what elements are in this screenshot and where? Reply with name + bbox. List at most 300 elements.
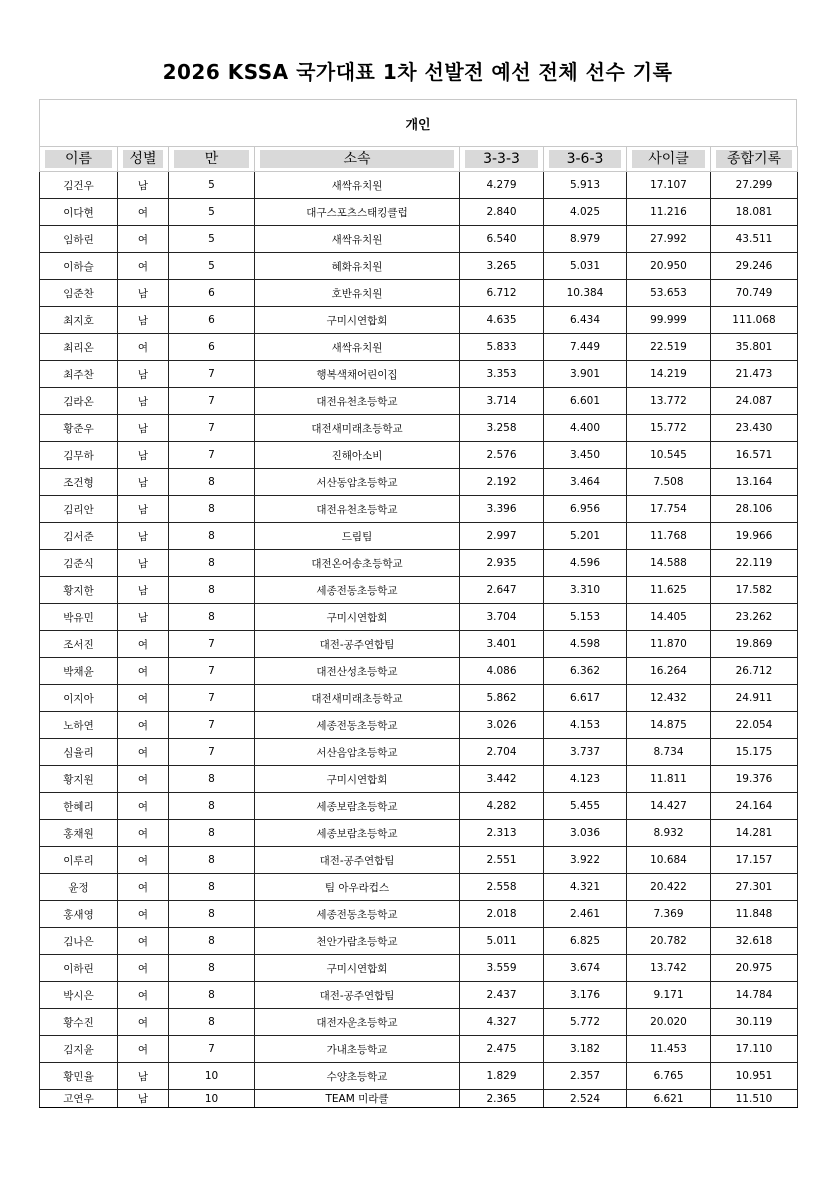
athlete-name-cell: 김무하 bbox=[40, 442, 118, 469]
club-cell: 대전유천초등학교 bbox=[255, 496, 460, 523]
club-cell: 구미시연합회 bbox=[255, 955, 460, 982]
club-cell: 가내초등학교 bbox=[255, 1036, 460, 1063]
club-cell: 대전-공주연합팀 bbox=[255, 631, 460, 658]
time-363-cell: 5.913 bbox=[544, 172, 627, 199]
club-cell: 새싹유치원 bbox=[255, 226, 460, 253]
table-row bbox=[40, 766, 798, 793]
athlete-name-cell: 박유민 bbox=[40, 604, 118, 631]
time-333-cell: 5.011 bbox=[460, 928, 544, 955]
club-cell: 대전새미래초등학교 bbox=[255, 415, 460, 442]
time-363-cell: 8.979 bbox=[544, 226, 627, 253]
time-cycle-cell: 6.765 bbox=[627, 1063, 711, 1090]
time-333-cell: 3.396 bbox=[460, 496, 544, 523]
time-cycle-cell: 11.625 bbox=[627, 577, 711, 604]
athlete-name-cell: 홍새영 bbox=[40, 901, 118, 928]
time-333-cell: 3.258 bbox=[460, 415, 544, 442]
time-cycle-cell: 22.519 bbox=[627, 334, 711, 361]
time-363-cell: 3.310 bbox=[544, 577, 627, 604]
age-cell: 8 bbox=[169, 793, 255, 820]
gender-cell: 남 bbox=[118, 172, 169, 199]
club-cell: 진해아소비 bbox=[255, 442, 460, 469]
time-363-cell: 3.674 bbox=[544, 955, 627, 982]
club-cell: 대전온어송초등학교 bbox=[255, 550, 460, 577]
time-cycle-cell: 11.811 bbox=[627, 766, 711, 793]
table-row bbox=[40, 253, 798, 280]
time-total-cell: 27.299 bbox=[711, 172, 798, 199]
time-total-cell: 24.087 bbox=[711, 388, 798, 415]
athlete-name-cell: 황준우 bbox=[40, 415, 118, 442]
time-total-cell: 28.106 bbox=[711, 496, 798, 523]
club-cell: 행복색채어린이집 bbox=[255, 361, 460, 388]
club-cell: 팀 아우라컵스 bbox=[255, 874, 460, 901]
age-cell: 5 bbox=[169, 199, 255, 226]
column-header-333 bbox=[460, 147, 544, 172]
time-363-cell: 6.601 bbox=[544, 388, 627, 415]
header-row bbox=[40, 147, 798, 172]
time-363-cell: 6.617 bbox=[544, 685, 627, 712]
age-cell: 8 bbox=[169, 523, 255, 550]
athlete-name-cell: 심율리 bbox=[40, 739, 118, 766]
time-333-cell: 3.714 bbox=[460, 388, 544, 415]
column-header-363 bbox=[544, 147, 627, 172]
age-cell: 10 bbox=[169, 1090, 255, 1108]
age-cell: 8 bbox=[169, 496, 255, 523]
time-333-cell: 2.558 bbox=[460, 874, 544, 901]
time-363-cell: 4.598 bbox=[544, 631, 627, 658]
age-cell: 7 bbox=[169, 388, 255, 415]
time-363-cell: 5.153 bbox=[544, 604, 627, 631]
time-cycle-cell: 11.216 bbox=[627, 199, 711, 226]
gender-cell: 남 bbox=[118, 388, 169, 415]
athlete-name-cell: 김건우 bbox=[40, 172, 118, 199]
gender-cell: 남 bbox=[118, 415, 169, 442]
time-total-cell: 19.869 bbox=[711, 631, 798, 658]
athlete-name-cell: 임준찬 bbox=[40, 280, 118, 307]
time-total-cell: 70.749 bbox=[711, 280, 798, 307]
gender-cell: 남 bbox=[118, 280, 169, 307]
gender-cell: 여 bbox=[118, 1036, 169, 1063]
club-cell: 호반유치원 bbox=[255, 280, 460, 307]
athlete-name-cell: 이다현 bbox=[40, 199, 118, 226]
age-cell: 5 bbox=[169, 253, 255, 280]
gender-cell: 여 bbox=[118, 874, 169, 901]
time-total-cell: 24.911 bbox=[711, 685, 798, 712]
gender-cell: 여 bbox=[118, 334, 169, 361]
time-363-cell: 4.153 bbox=[544, 712, 627, 739]
time-363-cell: 5.201 bbox=[544, 523, 627, 550]
time-333-cell: 2.192 bbox=[460, 469, 544, 496]
gender-cell: 남 bbox=[118, 469, 169, 496]
age-cell: 7 bbox=[169, 712, 255, 739]
athlete-name-cell: 최지호 bbox=[40, 307, 118, 334]
time-cycle-cell: 14.427 bbox=[627, 793, 711, 820]
table-row bbox=[40, 631, 798, 658]
time-363-cell: 5.772 bbox=[544, 1009, 627, 1036]
athlete-name-cell: 고연우 bbox=[40, 1090, 118, 1108]
age-cell: 5 bbox=[169, 226, 255, 253]
time-333-cell: 3.704 bbox=[460, 604, 544, 631]
table-row bbox=[40, 1063, 798, 1090]
age-cell: 10 bbox=[169, 1063, 255, 1090]
table-row bbox=[40, 820, 798, 847]
age-cell: 8 bbox=[169, 1009, 255, 1036]
time-total-cell: 13.164 bbox=[711, 469, 798, 496]
time-333-cell: 4.282 bbox=[460, 793, 544, 820]
table-row bbox=[40, 388, 798, 415]
table-row bbox=[40, 1036, 798, 1063]
time-total-cell: 29.246 bbox=[711, 253, 798, 280]
gender-cell: 남 bbox=[118, 496, 169, 523]
time-363-cell: 6.362 bbox=[544, 658, 627, 685]
time-cycle-cell: 14.588 bbox=[627, 550, 711, 577]
age-cell: 6 bbox=[169, 334, 255, 361]
gender-cell: 여 bbox=[118, 766, 169, 793]
time-cycle-cell: 8.734 bbox=[627, 739, 711, 766]
time-363-cell: 2.357 bbox=[544, 1063, 627, 1090]
table-row bbox=[40, 712, 798, 739]
athlete-name-cell: 노하연 bbox=[40, 712, 118, 739]
athlete-name-cell: 이루리 bbox=[40, 847, 118, 874]
club-cell: 대전새미래초등학교 bbox=[255, 685, 460, 712]
column-header-363-label: 3-6-3 bbox=[549, 150, 621, 168]
time-363-cell: 6.825 bbox=[544, 928, 627, 955]
column-header-gender bbox=[118, 147, 169, 172]
table-row bbox=[40, 928, 798, 955]
age-cell: 8 bbox=[169, 982, 255, 1009]
time-363-cell: 5.455 bbox=[544, 793, 627, 820]
gender-cell: 남 bbox=[118, 577, 169, 604]
time-cycle-cell: 7.508 bbox=[627, 469, 711, 496]
athlete-name-cell: 김나은 bbox=[40, 928, 118, 955]
age-cell: 7 bbox=[169, 739, 255, 766]
club-cell: 서산음암초등학교 bbox=[255, 739, 460, 766]
time-363-cell: 2.461 bbox=[544, 901, 627, 928]
athlete-name-cell: 최주찬 bbox=[40, 361, 118, 388]
age-cell: 7 bbox=[169, 1036, 255, 1063]
time-total-cell: 16.571 bbox=[711, 442, 798, 469]
time-333-cell: 4.086 bbox=[460, 658, 544, 685]
gender-cell: 남 bbox=[118, 442, 169, 469]
time-363-cell: 10.384 bbox=[544, 280, 627, 307]
time-363-cell: 6.956 bbox=[544, 496, 627, 523]
athlete-name-cell: 박채윤 bbox=[40, 658, 118, 685]
age-cell: 7 bbox=[169, 415, 255, 442]
athlete-name-cell: 김서준 bbox=[40, 523, 118, 550]
club-cell: 수양초등학교 bbox=[255, 1063, 460, 1090]
time-cycle-cell: 13.772 bbox=[627, 388, 711, 415]
athlete-name-cell: 황민율 bbox=[40, 1063, 118, 1090]
column-header-gender-label: 성별 bbox=[123, 150, 163, 168]
athlete-name-cell: 김라온 bbox=[40, 388, 118, 415]
time-cycle-cell: 12.432 bbox=[627, 685, 711, 712]
records-table bbox=[39, 146, 798, 1108]
athlete-name-cell: 김리안 bbox=[40, 496, 118, 523]
age-cell: 8 bbox=[169, 577, 255, 604]
time-363-cell: 5.031 bbox=[544, 253, 627, 280]
age-cell: 7 bbox=[169, 685, 255, 712]
gender-cell: 여 bbox=[118, 928, 169, 955]
athlete-name-cell: 이하슬 bbox=[40, 253, 118, 280]
age-cell: 8 bbox=[169, 820, 255, 847]
club-cell: 세종전동초등학교 bbox=[255, 901, 460, 928]
athlete-name-cell: 황지한 bbox=[40, 577, 118, 604]
time-total-cell: 11.848 bbox=[711, 901, 798, 928]
age-cell: 7 bbox=[169, 658, 255, 685]
time-total-cell: 10.951 bbox=[711, 1063, 798, 1090]
athlete-name-cell: 박시은 bbox=[40, 982, 118, 1009]
time-333-cell: 3.401 bbox=[460, 631, 544, 658]
time-363-cell: 3.450 bbox=[544, 442, 627, 469]
club-cell: 구미시연합회 bbox=[255, 604, 460, 631]
time-363-cell: 6.434 bbox=[544, 307, 627, 334]
time-363-cell: 3.036 bbox=[544, 820, 627, 847]
column-header-age bbox=[169, 147, 255, 172]
column-header-cycle bbox=[627, 147, 711, 172]
time-total-cell: 19.376 bbox=[711, 766, 798, 793]
athlete-name-cell: 윤정 bbox=[40, 874, 118, 901]
time-total-cell: 30.119 bbox=[711, 1009, 798, 1036]
age-cell: 8 bbox=[169, 955, 255, 982]
time-333-cell: 3.559 bbox=[460, 955, 544, 982]
time-363-cell: 4.025 bbox=[544, 199, 627, 226]
age-cell: 7 bbox=[169, 631, 255, 658]
time-333-cell: 2.313 bbox=[460, 820, 544, 847]
time-total-cell: 26.712 bbox=[711, 658, 798, 685]
club-cell: 세종전동초등학교 bbox=[255, 712, 460, 739]
time-cycle-cell: 17.754 bbox=[627, 496, 711, 523]
time-cycle-cell: 13.742 bbox=[627, 955, 711, 982]
time-cycle-cell: 9.171 bbox=[627, 982, 711, 1009]
club-cell: 새싹유치원 bbox=[255, 334, 460, 361]
gender-cell: 여 bbox=[118, 658, 169, 685]
column-header-age-label: 만 bbox=[174, 150, 249, 168]
club-cell: 구미시연합회 bbox=[255, 766, 460, 793]
table-row bbox=[40, 685, 798, 712]
column-header-333-label: 3-3-3 bbox=[465, 150, 538, 168]
time-cycle-cell: 20.020 bbox=[627, 1009, 711, 1036]
time-total-cell: 17.157 bbox=[711, 847, 798, 874]
time-total-cell: 18.081 bbox=[711, 199, 798, 226]
time-363-cell: 3.182 bbox=[544, 1036, 627, 1063]
athlete-name-cell: 황지원 bbox=[40, 766, 118, 793]
club-cell: 혜화유치원 bbox=[255, 253, 460, 280]
table-row bbox=[40, 361, 798, 388]
time-363-cell: 3.176 bbox=[544, 982, 627, 1009]
gender-cell: 여 bbox=[118, 982, 169, 1009]
time-cycle-cell: 14.219 bbox=[627, 361, 711, 388]
athlete-name-cell: 홍채원 bbox=[40, 820, 118, 847]
athlete-name-cell: 조서진 bbox=[40, 631, 118, 658]
club-cell: 세종보람초등학교 bbox=[255, 820, 460, 847]
gender-cell: 남 bbox=[118, 523, 169, 550]
time-363-cell: 4.123 bbox=[544, 766, 627, 793]
section-header-individual: 개인 bbox=[39, 99, 797, 146]
time-333-cell: 2.935 bbox=[460, 550, 544, 577]
time-363-cell: 7.449 bbox=[544, 334, 627, 361]
time-333-cell: 3.442 bbox=[460, 766, 544, 793]
time-total-cell: 11.510 bbox=[711, 1090, 798, 1108]
club-cell: 대전-공주연합팀 bbox=[255, 982, 460, 1009]
time-cycle-cell: 53.653 bbox=[627, 280, 711, 307]
time-363-cell: 2.524 bbox=[544, 1090, 627, 1108]
column-header-club bbox=[255, 147, 460, 172]
table-row bbox=[40, 226, 798, 253]
time-cycle-cell: 27.992 bbox=[627, 226, 711, 253]
time-cycle-cell: 8.932 bbox=[627, 820, 711, 847]
club-cell: 대전산성초등학교 bbox=[255, 658, 460, 685]
time-total-cell: 27.301 bbox=[711, 874, 798, 901]
time-total-cell: 17.582 bbox=[711, 577, 798, 604]
time-333-cell: 2.475 bbox=[460, 1036, 544, 1063]
age-cell: 5 bbox=[169, 172, 255, 199]
table-row bbox=[40, 739, 798, 766]
table-row bbox=[40, 982, 798, 1009]
time-363-cell: 4.321 bbox=[544, 874, 627, 901]
age-cell: 8 bbox=[169, 874, 255, 901]
age-cell: 8 bbox=[169, 550, 255, 577]
club-cell: 대전유천초등학교 bbox=[255, 388, 460, 415]
time-total-cell: 21.473 bbox=[711, 361, 798, 388]
table-row bbox=[40, 604, 798, 631]
age-cell: 8 bbox=[169, 604, 255, 631]
time-total-cell: 14.784 bbox=[711, 982, 798, 1009]
time-333-cell: 5.862 bbox=[460, 685, 544, 712]
time-total-cell: 14.281 bbox=[711, 820, 798, 847]
club-cell: 드림팀 bbox=[255, 523, 460, 550]
time-total-cell: 20.975 bbox=[711, 955, 798, 982]
gender-cell: 남 bbox=[118, 307, 169, 334]
age-cell: 8 bbox=[169, 469, 255, 496]
athlete-name-cell: 조건형 bbox=[40, 469, 118, 496]
club-cell: 세종전동초등학교 bbox=[255, 577, 460, 604]
club-cell: 새싹유치원 bbox=[255, 172, 460, 199]
time-333-cell: 1.829 bbox=[460, 1063, 544, 1090]
time-cycle-cell: 99.999 bbox=[627, 307, 711, 334]
table-row bbox=[40, 442, 798, 469]
table-row bbox=[40, 280, 798, 307]
table-row bbox=[40, 847, 798, 874]
records-body bbox=[40, 172, 798, 1108]
table-row bbox=[40, 172, 798, 199]
gender-cell: 여 bbox=[118, 226, 169, 253]
time-333-cell: 3.265 bbox=[460, 253, 544, 280]
time-total-cell: 35.801 bbox=[711, 334, 798, 361]
time-cycle-cell: 11.453 bbox=[627, 1036, 711, 1063]
time-333-cell: 2.997 bbox=[460, 523, 544, 550]
time-333-cell: 2.365 bbox=[460, 1090, 544, 1108]
time-333-cell: 2.576 bbox=[460, 442, 544, 469]
time-total-cell: 32.618 bbox=[711, 928, 798, 955]
column-header-club-label: 소속 bbox=[260, 150, 454, 168]
time-363-cell: 3.901 bbox=[544, 361, 627, 388]
time-cycle-cell: 6.621 bbox=[627, 1090, 711, 1108]
time-333-cell: 4.327 bbox=[460, 1009, 544, 1036]
gender-cell: 여 bbox=[118, 901, 169, 928]
table-row bbox=[40, 550, 798, 577]
time-cycle-cell: 20.950 bbox=[627, 253, 711, 280]
table-row bbox=[40, 469, 798, 496]
column-header-cycle-label: 사이클 bbox=[632, 150, 705, 168]
gender-cell: 여 bbox=[118, 253, 169, 280]
column-header-name-label: 이름 bbox=[45, 150, 112, 168]
gender-cell: 여 bbox=[118, 847, 169, 874]
time-cycle-cell: 16.264 bbox=[627, 658, 711, 685]
time-333-cell: 2.647 bbox=[460, 577, 544, 604]
athlete-name-cell: 임하린 bbox=[40, 226, 118, 253]
table-row bbox=[40, 577, 798, 604]
table-row bbox=[40, 793, 798, 820]
time-333-cell: 4.279 bbox=[460, 172, 544, 199]
table-row bbox=[40, 1090, 798, 1108]
time-333-cell: 4.635 bbox=[460, 307, 544, 334]
table-row bbox=[40, 415, 798, 442]
time-333-cell: 3.026 bbox=[460, 712, 544, 739]
time-total-cell: 22.054 bbox=[711, 712, 798, 739]
time-333-cell: 2.437 bbox=[460, 982, 544, 1009]
time-363-cell: 3.737 bbox=[544, 739, 627, 766]
age-cell: 8 bbox=[169, 847, 255, 874]
time-total-cell: 19.966 bbox=[711, 523, 798, 550]
time-cycle-cell: 20.422 bbox=[627, 874, 711, 901]
table-row bbox=[40, 1009, 798, 1036]
club-cell: 대전-공주연합팀 bbox=[255, 847, 460, 874]
time-333-cell: 3.353 bbox=[460, 361, 544, 388]
time-cycle-cell: 17.107 bbox=[627, 172, 711, 199]
gender-cell: 여 bbox=[118, 712, 169, 739]
gender-cell: 여 bbox=[118, 793, 169, 820]
time-total-cell: 22.119 bbox=[711, 550, 798, 577]
time-cycle-cell: 7.369 bbox=[627, 901, 711, 928]
table-row bbox=[40, 199, 798, 226]
time-363-cell: 3.464 bbox=[544, 469, 627, 496]
gender-cell: 여 bbox=[118, 631, 169, 658]
time-333-cell: 2.840 bbox=[460, 199, 544, 226]
table-row bbox=[40, 496, 798, 523]
table-row bbox=[40, 955, 798, 982]
records-sheet bbox=[39, 99, 797, 1108]
time-cycle-cell: 20.782 bbox=[627, 928, 711, 955]
athlete-name-cell: 황수진 bbox=[40, 1009, 118, 1036]
gender-cell: 여 bbox=[118, 955, 169, 982]
time-total-cell: 111.068 bbox=[711, 307, 798, 334]
table-row bbox=[40, 901, 798, 928]
time-363-cell: 4.400 bbox=[544, 415, 627, 442]
club-cell: 서산동암초등학교 bbox=[255, 469, 460, 496]
club-cell: 대구스포츠스태킹클럽 bbox=[255, 199, 460, 226]
club-cell: 세종보람초등학교 bbox=[255, 793, 460, 820]
time-total-cell: 23.262 bbox=[711, 604, 798, 631]
table-row bbox=[40, 523, 798, 550]
athlete-name-cell: 최리온 bbox=[40, 334, 118, 361]
gender-cell: 여 bbox=[118, 685, 169, 712]
age-cell: 8 bbox=[169, 766, 255, 793]
club-cell: 구미시연합회 bbox=[255, 307, 460, 334]
time-total-cell: 43.511 bbox=[711, 226, 798, 253]
time-cycle-cell: 11.768 bbox=[627, 523, 711, 550]
time-cycle-cell: 15.772 bbox=[627, 415, 711, 442]
club-cell: 대전자운초등학교 bbox=[255, 1009, 460, 1036]
gender-cell: 여 bbox=[118, 739, 169, 766]
athlete-name-cell: 한혜리 bbox=[40, 793, 118, 820]
table-row bbox=[40, 334, 798, 361]
time-cycle-cell: 10.684 bbox=[627, 847, 711, 874]
time-total-cell: 24.164 bbox=[711, 793, 798, 820]
time-cycle-cell: 10.545 bbox=[627, 442, 711, 469]
time-333-cell: 2.704 bbox=[460, 739, 544, 766]
time-cycle-cell: 14.875 bbox=[627, 712, 711, 739]
time-total-cell: 23.430 bbox=[711, 415, 798, 442]
time-total-cell: 17.110 bbox=[711, 1036, 798, 1063]
